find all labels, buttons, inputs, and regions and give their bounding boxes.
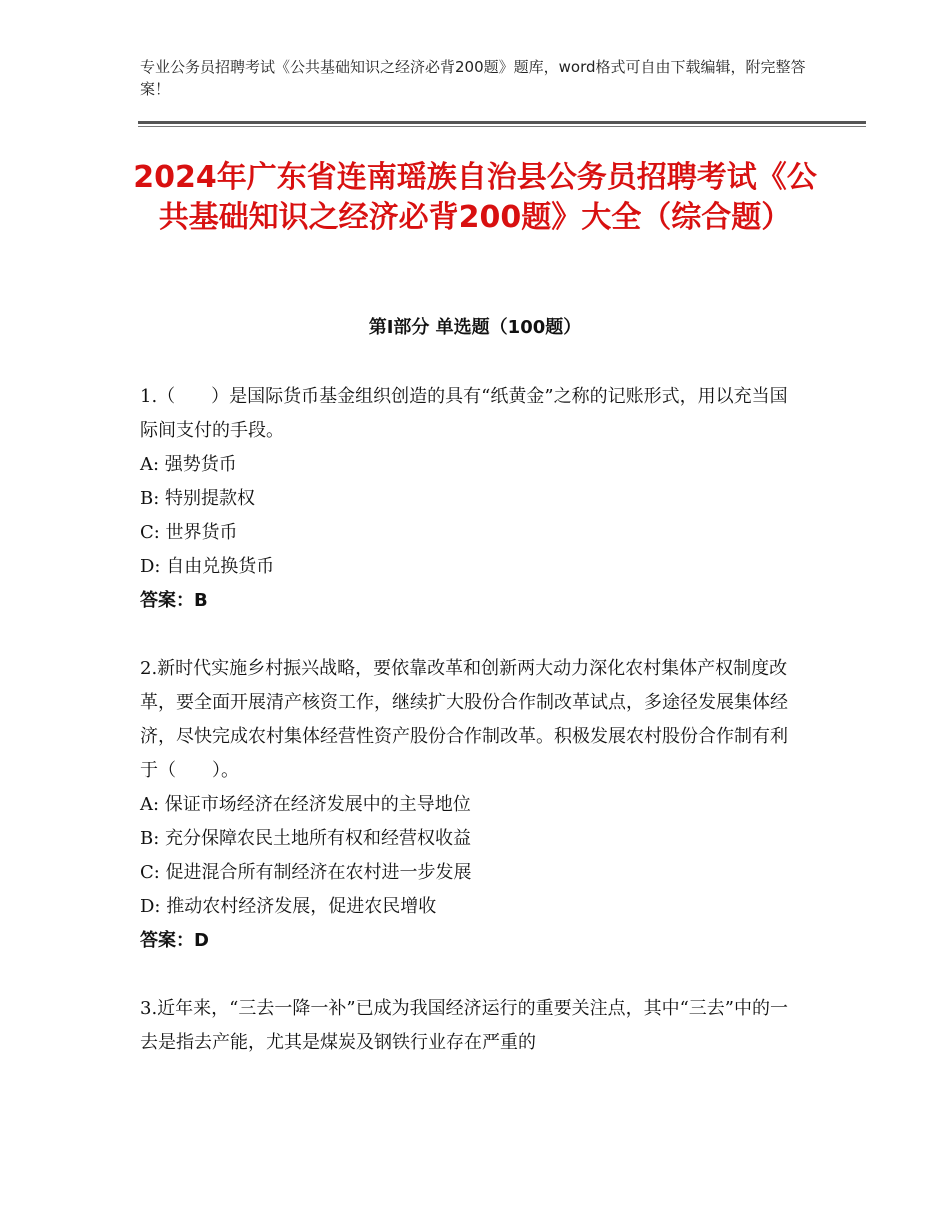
question-1 [140,380,800,618]
header-note: 专业公务员招聘考试《公共基础知识之经济必背200题》题库，word格式可自由下载编辑，附完整答案！ [140,58,806,98]
question-2 [140,652,800,958]
option-c: C: 世界货币 [140,522,238,543]
question-stem: 1.（ ）是国际货币基金组织创造的具有“纸黄金”之称的记账形式，用以充当国际间支付的手段。 [140,386,788,441]
answer: 答案：B [140,590,208,611]
question-stem: 3.近年来，“三去一降一补”已成为我国经济运行的重要关注点，其中“三去”中的一去是指去产能，尤其是煤炭及钢铁行业存在严重的 [140,998,788,1053]
document-title: 2024年广东省连南瑶族自治县公务员招聘考试《公共基础知识之经济必背200题》大全（综合题） [133,160,817,235]
option-b: B: 特别提款权 [140,488,256,509]
header-divider [138,121,866,124]
section-title: 第I部分 单选题（100题） [368,317,582,338]
question-3 [140,992,800,1060]
option-d: D: 推动农村经济发展，促进农民增收 [140,896,437,917]
option-d: D: 自由兑换货币 [140,556,275,577]
option-a: A: 保证市场经济在经济发展中的主导地位 [140,794,471,815]
question-stem: 2.新时代实施乡村振兴战略，要依靠改革和创新两大动力深化农村集体产权制度改革，要全面开展清产核资工作，继续扩大股份合作制改革试点，多途径发展集体经济，尽快完成农村集体经营性资产股份合作制改革。积极发展农村股份合作制有利于（ ）。 [140,658,788,781]
header-divider-thin [138,126,866,127]
option-a: A: 强势货币 [140,454,237,475]
question-list [140,380,800,1094]
answer: 答案：D [140,930,209,951]
option-c: C: 促进混合所有制经济在农村进一步发展 [140,862,472,883]
option-b: B: 充分保障农民土地所有权和经营权收益 [140,828,472,849]
